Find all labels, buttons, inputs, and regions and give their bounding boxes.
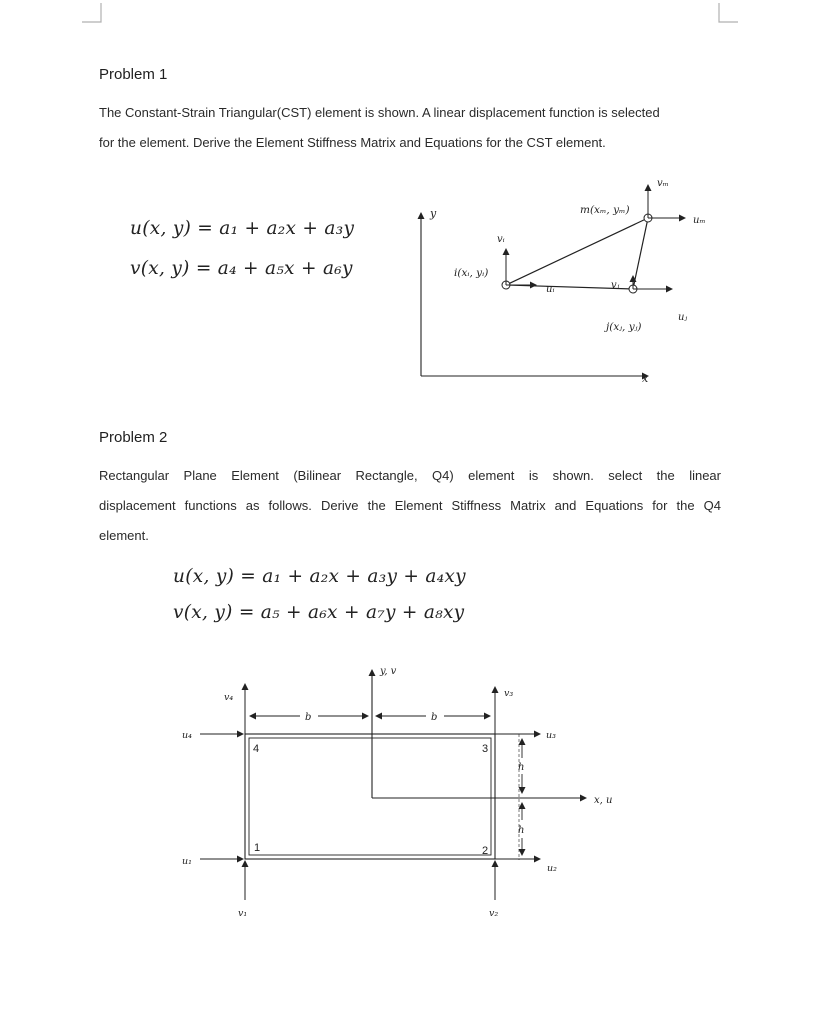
q4-u2-label: u₂	[547, 863, 557, 874]
q4-v2-label: v₂	[489, 908, 499, 919]
cst-triangle	[506, 218, 648, 289]
q4-u3-label: u₃	[546, 730, 556, 741]
cst-uj-label: uⱼ	[678, 312, 688, 323]
problem2-paragraph-line2: displacement functions as follows. Derive the Element Stiffness Matrix and Equations for the Q4	[99, 498, 721, 513]
cst-node-i-label: i(xᵢ, yᵢ)	[454, 267, 489, 279]
cst-vm-label: vₘ	[657, 178, 669, 189]
q4-node4-label: 4	[253, 743, 260, 755]
cst-node-m	[644, 214, 652, 222]
problem2-equation-u: u(x, y) = a₁ + a₂x + a₃y + a₄xy	[173, 566, 466, 587]
problem1-paragraph-line1: The Constant-Strain Triangular(CST) element is shown. A linear displacement function is selected	[99, 105, 660, 120]
problem2-equation-v: v(x, y) = a₅ + a₆x + a₇y + a₈xy	[173, 602, 465, 623]
cst-node-j	[629, 285, 637, 293]
cst-vi-label: vᵢ	[497, 234, 505, 245]
q4-u4-label: u₄	[182, 730, 192, 741]
q4-node2-label: 2	[482, 845, 489, 857]
q4-node3-label: 3	[482, 743, 489, 755]
q4-dim-b-right: b	[431, 712, 438, 723]
q4-dim-h-top: h	[518, 762, 525, 773]
cst-ui-label: uᵢ	[546, 284, 555, 295]
cst-node-m-label: m(xₘ, yₘ)	[580, 204, 630, 216]
corner-mark-top-left	[78, 0, 108, 26]
q4-element-rect-inner	[249, 738, 491, 855]
problem2-heading: Problem 2	[99, 429, 168, 446]
cst-vj-label: vⱼ	[611, 280, 620, 291]
cst-node-j-label: j(xⱼ, yⱼ)	[606, 321, 642, 333]
q4-v3-label: v₃	[504, 688, 514, 699]
problem2-paragraph-line3: element.	[99, 528, 149, 543]
problem1-paragraph-line2: for the element. Derive the Element Stiffness Matrix and Equations for the CST element.	[99, 135, 606, 150]
problem1-heading: Problem 1	[99, 66, 168, 83]
cst-y-axis-label: y	[430, 207, 437, 220]
corner-mark-top-right	[712, 0, 742, 26]
q4-node1-label: 1	[254, 842, 261, 854]
q4-element-rect	[245, 734, 495, 859]
q4-u1-label: u₁	[182, 856, 192, 867]
problem2-paragraph-line1: Rectangular Plane Element (Bilinear Rectangle, Q4) element is shown. select the linear	[99, 468, 721, 483]
cst-x-axis-label: x	[642, 372, 649, 385]
q4-dim-b-left: b	[305, 712, 312, 723]
q4-y-axis-label: y, v	[380, 666, 397, 677]
q4-v1-label: v₁	[238, 908, 248, 919]
q4-dim-h-bottom: h	[518, 825, 525, 836]
problem1-equation-u: u(x, y) = a₁ + a₂x + a₃y	[130, 218, 355, 239]
problem1-equation-v: v(x, y) = a₄ + a₅x + a₆y	[130, 258, 353, 279]
cst-node-i	[502, 281, 510, 289]
q4-x-axis-label: x, u	[594, 795, 613, 806]
q4-v4-label: v₄	[224, 692, 234, 703]
cst-um-label: uₘ	[693, 215, 706, 226]
